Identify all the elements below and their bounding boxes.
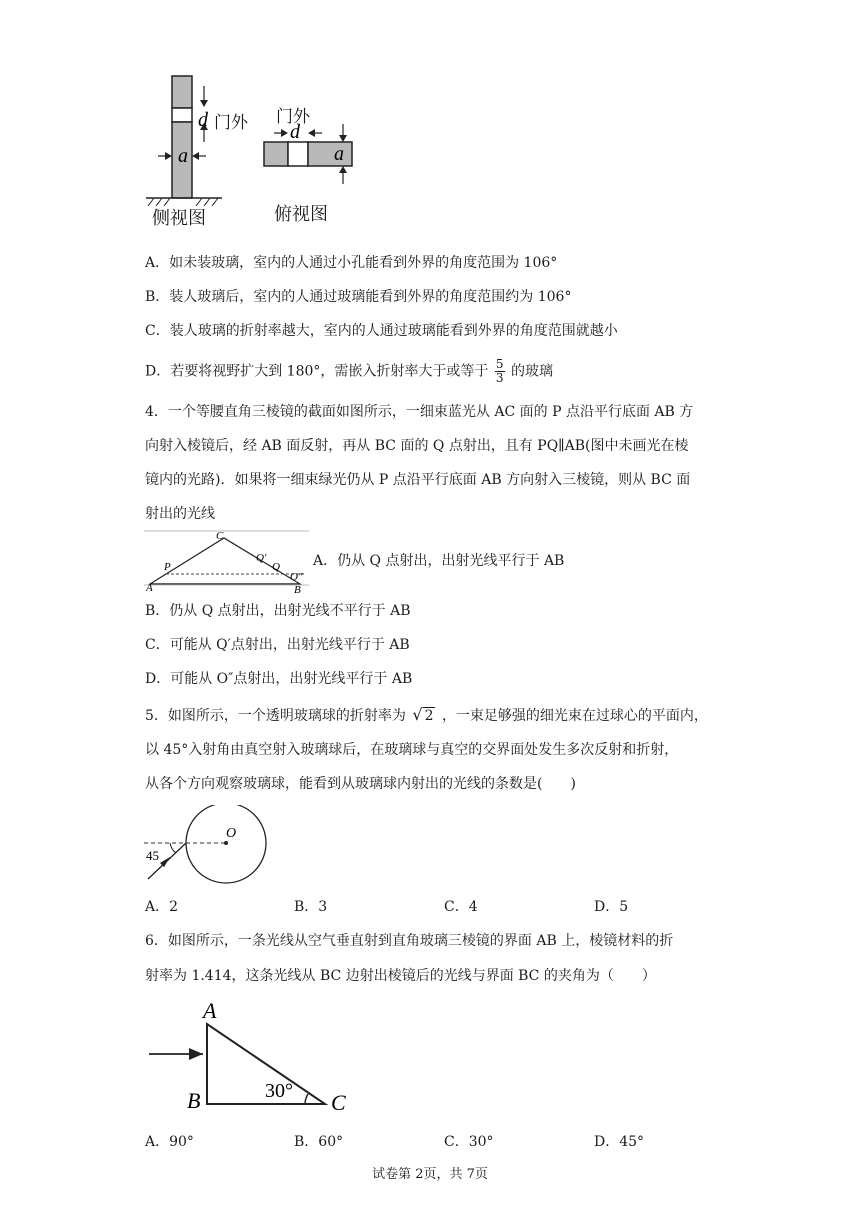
fig1-outside-label-2: 门外 <box>276 107 310 127</box>
fraction-denominator: 3 <box>495 371 504 385</box>
sqrt-radicand: 2 <box>424 708 434 724</box>
q4-fig-label-b: B <box>294 584 301 594</box>
page-footer: 试卷第 2页，共 7页 <box>372 1167 488 1182</box>
q5-sqrt <box>412 705 435 726</box>
q3-option-d <box>145 358 553 385</box>
q5-fig-label-angle: 45 <box>146 848 159 863</box>
q6-fig-label-a: A <box>203 998 217 1023</box>
q3-option-c: C．装人玻璃的折射率越大，室内的人通过玻璃能看到外界的角度范围就越小 <box>145 323 618 339</box>
q4-fig-label-q1: Q′ <box>256 552 267 564</box>
q5-stem-line-3: 从各个方向观察玻璃球，能看到从玻璃球内射出的光线的条数是( ) <box>145 776 576 792</box>
fig1-a-side: a <box>178 145 188 167</box>
q4-option-c: C．可能从 Q′点射出，出射光线平行于 AB <box>145 637 410 653</box>
q4-fig-label-o2: O″ <box>290 571 303 583</box>
fig1-d-top: d <box>290 121 300 143</box>
fig1-d-side: d <box>198 109 208 131</box>
q6-option-c: C．30° <box>444 1134 494 1150</box>
q4-fig-label-c: C <box>216 530 224 542</box>
sqrt-icon: √ <box>412 705 423 724</box>
q5-fig-label-o: O <box>226 826 237 841</box>
q4-stem-line-2: 向射入棱镜后，经 AB 面反射，再从 BC 面的 Q 点射出，且有 PQ∥AB(图中未画光在棱 <box>145 438 689 454</box>
q5-stem-line-1-pre: 5．如图所示，一个透明玻璃球的折射率为 <box>145 708 406 724</box>
q6-option-a: A．90° <box>145 1134 194 1150</box>
q4-option-a: A．仍从 Q 点射出，出射光线平行于 AB <box>313 553 565 569</box>
q3-option-d-text: D．若要将视野扩大到 180°，需嵌入折射率大于或等于 <box>145 363 489 380</box>
q5-stem-line-2: 以 45°入射角由真空射入玻璃球后，在玻璃球与真空的交界面处发生多次反射和折射， <box>145 742 679 758</box>
q5-stem-line-1 <box>145 705 708 726</box>
q3-option-b: B．装人玻璃后，室内的人通过玻璃能看到外界的角度范围约为 106° <box>145 289 572 305</box>
q4-fig-label-a: A <box>146 582 153 594</box>
q3-option-a: A．如未装玻璃，室内的人通过小孔能看到外界的角度范围为 106° <box>145 255 558 271</box>
q3-option-d-tail: 的玻璃 <box>510 363 553 380</box>
q4-fig-label-q: Q <box>272 561 280 573</box>
q6-fig-label-b: B <box>187 1088 201 1113</box>
q4-option-d: D．可能从 O″点射出，出射光线平行于 AB <box>145 671 413 687</box>
q5-glass-sphere-figure <box>140 805 280 887</box>
q6-stem-line-2: 射率为 1.414，这条光线从 BC 边射出棱镜后的光线与界面 BC 的夹角为（ ） <box>145 968 656 984</box>
q6-fig-label-angle: 30° <box>265 1080 293 1102</box>
q4-prism-figure <box>144 528 314 594</box>
q5-option-c: C．4 <box>444 899 478 915</box>
q5-option-a: A．2 <box>145 899 179 915</box>
fig1-top-view-label: 俯视图 <box>274 204 328 225</box>
fig1-side-view-label: 侧视图 <box>152 208 206 229</box>
q5-stem-line-1-post: ，一束足够强的细光束在过球心的平面内， <box>441 708 708 724</box>
q6-option-d: D．45° <box>594 1134 645 1150</box>
q6-stem-line-1: 6．如图所示，一条光线从空气垂直射到直角玻璃三棱镜的界面 AB 上，棱镜材料的折 <box>145 933 674 949</box>
q6-option-b: B．60° <box>294 1134 344 1150</box>
q3-option-d-fraction <box>495 358 505 385</box>
q6-right-prism-figure <box>145 996 365 1114</box>
q4-stem-line-3: 镜内的光路)．如果将一细束绿光仍从 P 点沿平行底面 AB 方向射入三棱镜，则从 BC 面 <box>145 472 691 488</box>
q4-option-b: B．仍从 Q 点射出，出射光线不平行于 AB <box>145 603 411 619</box>
q4-stem-line-1: 4．一个等腰直角三棱镜的截面如图所示，一细束蓝光从 AC 面的 P 点沿平行底面 AB 方 <box>145 404 694 420</box>
q6-fig-label-c: C <box>331 1090 346 1114</box>
q5-option-b: B．3 <box>294 899 328 915</box>
fig1-outside-label-1: 门外 <box>214 113 248 133</box>
fraction-numerator: 5 <box>495 357 504 371</box>
q4-fig-label-p: P <box>164 561 171 573</box>
fig1-a-top: a <box>334 143 344 165</box>
q5-option-d: D．5 <box>594 899 629 915</box>
q4-stem-line-4: 射出的光线 <box>145 506 215 522</box>
